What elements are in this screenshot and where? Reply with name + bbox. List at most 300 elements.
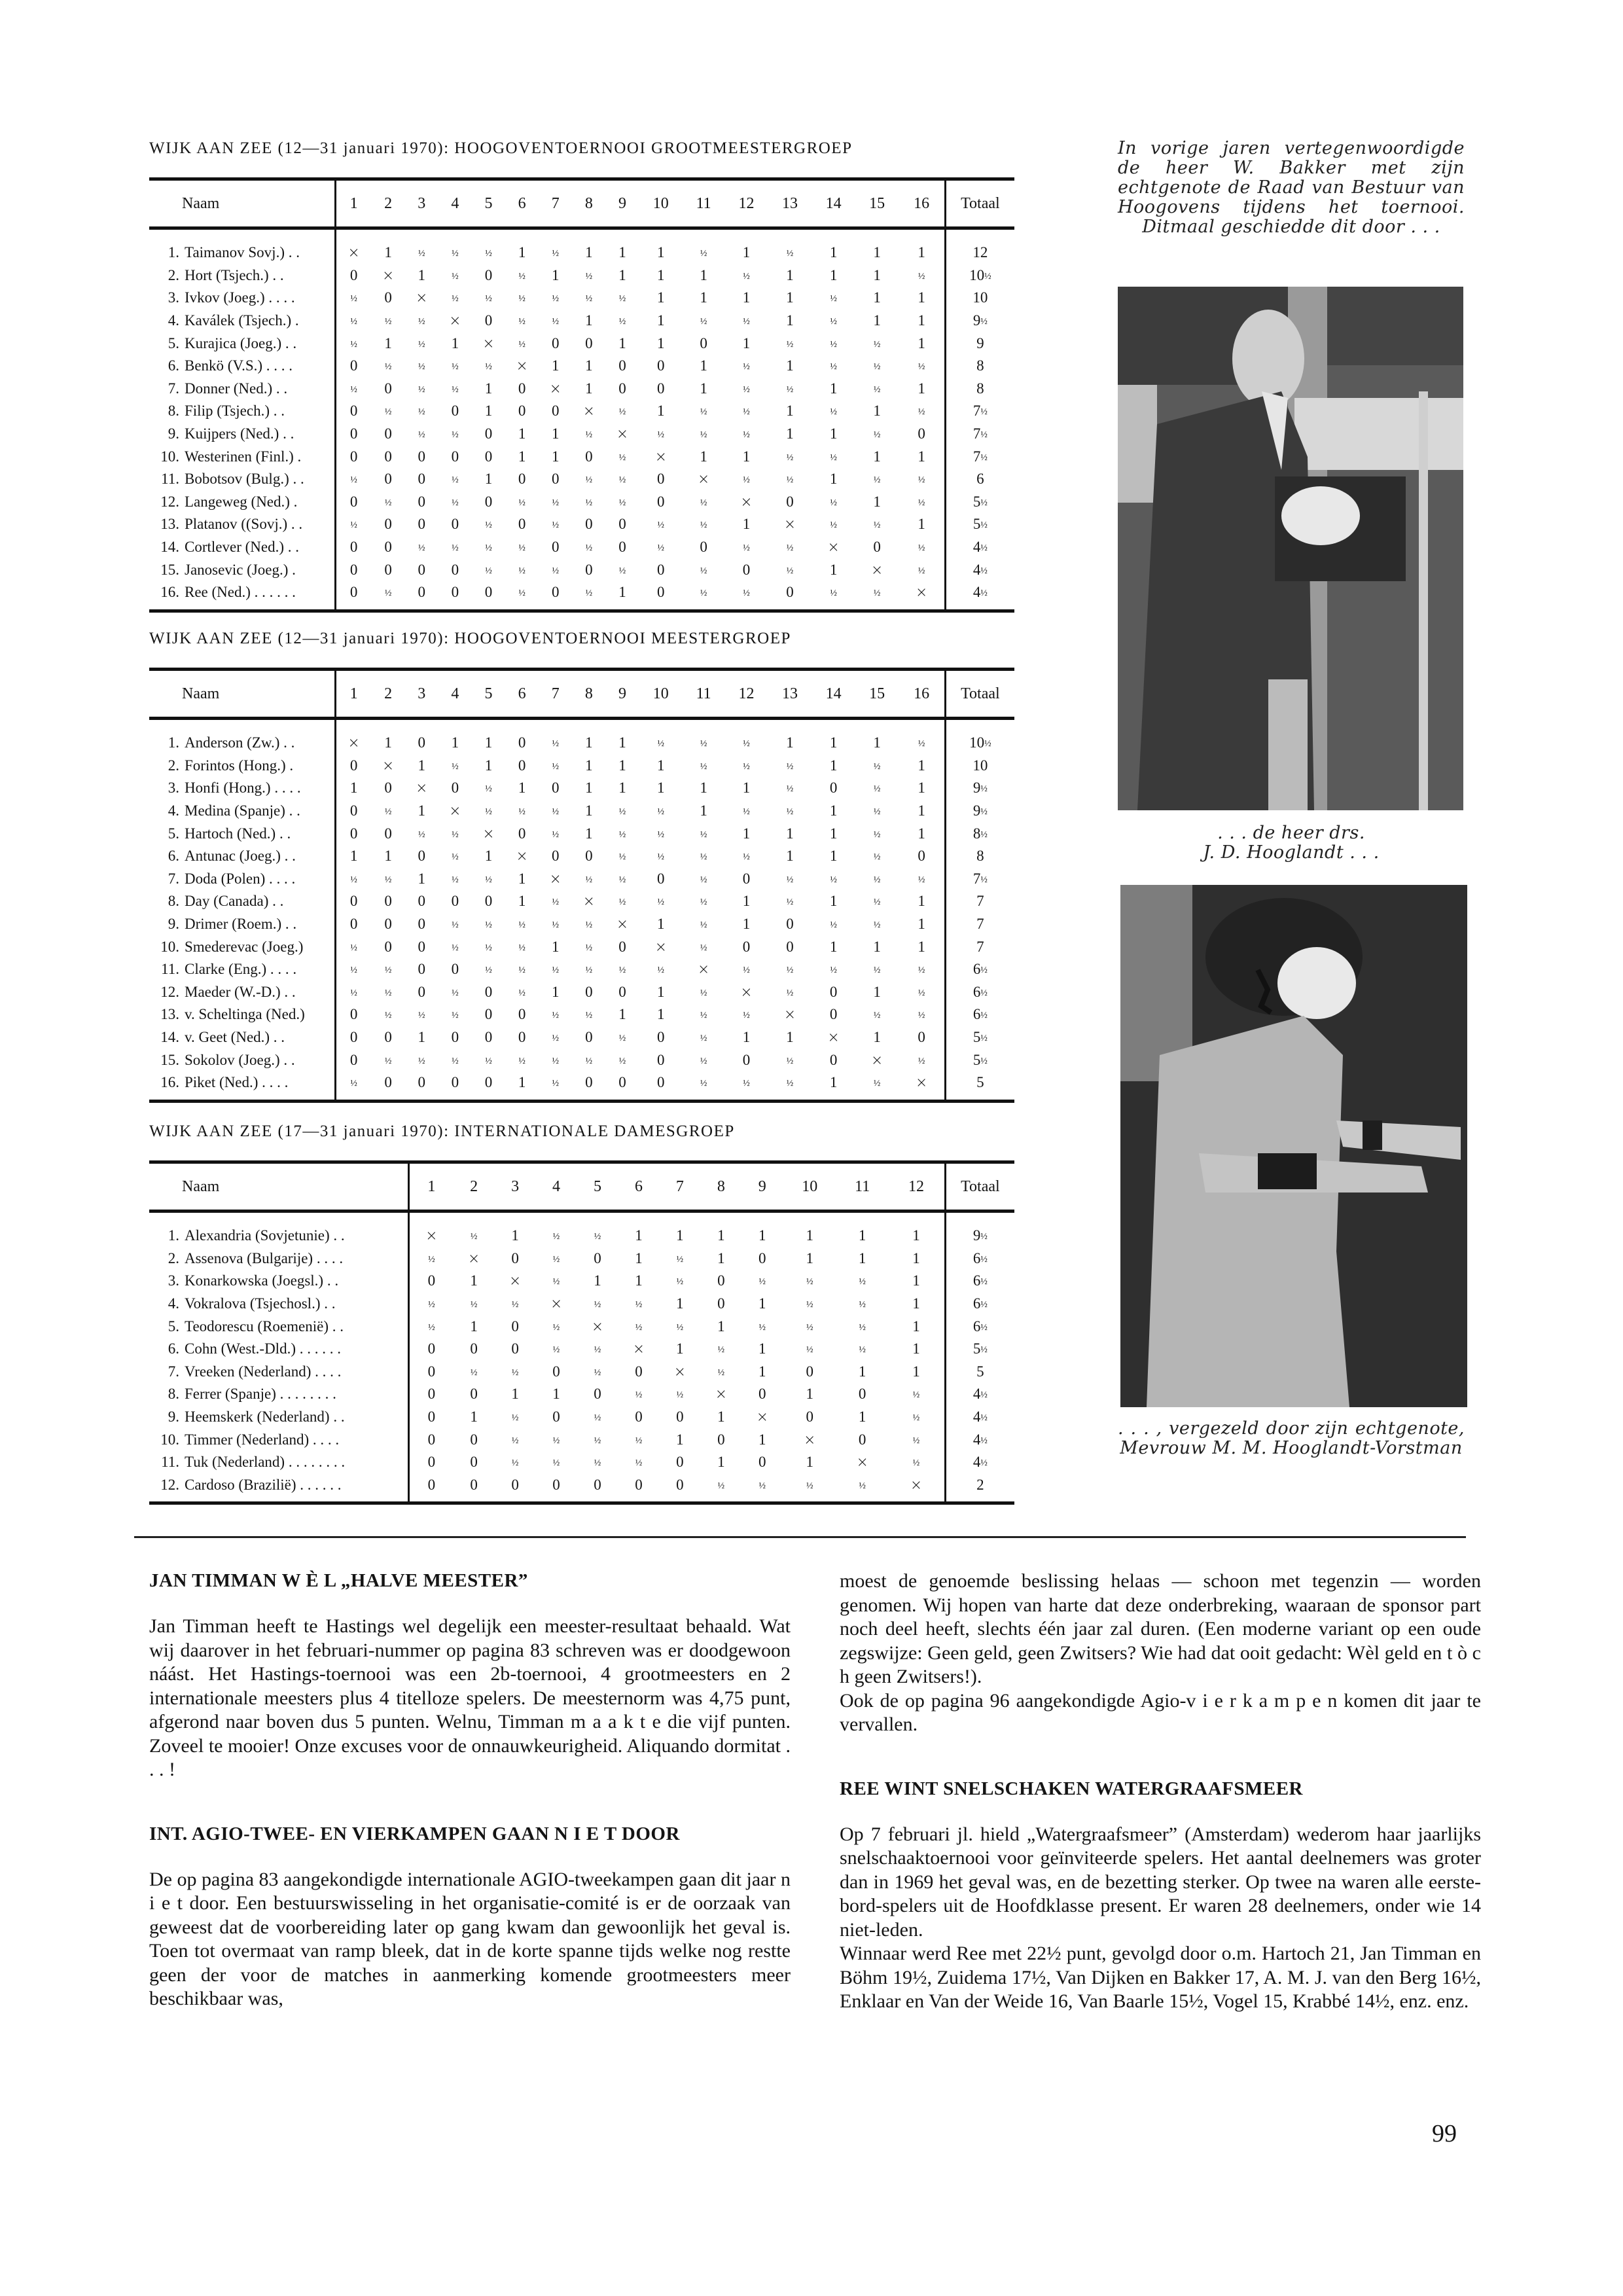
total-cell: 4½	[945, 1406, 1014, 1429]
result-cell: ½	[518, 965, 526, 976]
result-cell: 0	[585, 561, 593, 578]
result-cell: 1	[918, 938, 925, 955]
self-cross-cell: ×	[616, 916, 629, 933]
player-cell	[149, 958, 335, 981]
player-name: Forintos (Hong.) .	[185, 757, 294, 774]
result-cell: 1	[829, 802, 838, 819]
column-header-opponent: 10	[652, 194, 669, 212]
result-cell: ½	[518, 565, 526, 576]
result-cell: ½	[830, 874, 837, 885]
results-table	[149, 1160, 1014, 1505]
result-cell: 0	[418, 584, 425, 601]
result-cell: ½	[384, 317, 392, 327]
result-cell: ½	[452, 543, 459, 554]
result-cell: 0	[427, 1476, 436, 1493]
result-cell: 1	[912, 1340, 920, 1357]
total-cell: 5½	[945, 491, 1014, 514]
result-cell: 0	[484, 1006, 493, 1023]
result-cell: ½	[700, 761, 707, 772]
result-cell: 0	[418, 734, 425, 751]
player-name: Heemskerk (Nederland) . .	[185, 1408, 345, 1426]
player-name: Filip (Tsjech.) . .	[185, 403, 285, 420]
result-cell: ½	[700, 942, 707, 953]
player-name: Sokolov (Joeg.) . .	[185, 1051, 295, 1068]
result-cell: ½	[873, 430, 881, 440]
player-name: Bobotsov (Bulg.) . .	[185, 471, 304, 488]
player-cell	[149, 845, 335, 868]
result-cell: 1	[418, 266, 425, 283]
result-cell: 0	[451, 584, 459, 601]
result-cell: ½	[786, 874, 794, 885]
result-cell: ½	[873, 965, 881, 976]
result-cell: 1	[786, 734, 794, 751]
self-cross-cell: ×	[783, 516, 796, 533]
result-cell: 0	[518, 1006, 526, 1023]
result-cell: 0	[618, 539, 626, 556]
result-cell: 0	[758, 1454, 766, 1471]
table-row	[149, 800, 1014, 823]
result-cell: ½	[758, 1322, 766, 1333]
total-cell: 10½	[945, 719, 1014, 755]
player-cell	[149, 1406, 409, 1429]
result-cell: 0	[742, 938, 751, 955]
result-cell: ½	[452, 384, 459, 395]
result-cell: ½	[657, 520, 665, 531]
result-cell: ½	[518, 294, 526, 304]
player-name: Benkö (V.S.) . . . .	[185, 357, 293, 374]
result-cell: 0	[427, 1340, 436, 1357]
article-paragraph: De op pagina 83 aangekondigde internationale AGIO-tweekampen gaan dit jaar n i e t door. Een bestuurswisseling in het organisatie-comité is er de oorzaak van geweest dat de voorbereiding later op gang kwam dan gewoonlijk het geval is. Toen tot overmaat van ramp bleek, dat in de korte spanne tijds welke nog restte geen der voor de matches in aanmerking komende grootmeesters meer beschikbaar was,	[149, 1868, 791, 2009]
result-cell: 0	[657, 380, 665, 397]
result-cell: 1	[858, 1227, 866, 1244]
table-body	[149, 1211, 1014, 1503]
result-cell: ½	[485, 1056, 492, 1066]
result-cell: ½	[918, 1056, 925, 1066]
result-cell: ½	[806, 1300, 813, 1310]
player-name: Cardoso (Brazilië) . . . . . .	[185, 1476, 342, 1493]
result-cell: ½	[384, 362, 392, 372]
result-cell: 0	[518, 380, 526, 397]
result-cell: ½	[552, 897, 559, 908]
player-cell	[149, 822, 335, 845]
table-header-row	[149, 179, 1014, 228]
result-cell: 1	[786, 266, 794, 283]
player-cell	[149, 1361, 409, 1384]
result-cell: ½	[428, 1254, 435, 1265]
result-cell: 1	[618, 584, 626, 601]
result-cell: 1	[918, 334, 925, 351]
result-cell: 1	[657, 289, 665, 306]
result-cell: ½	[511, 1413, 519, 1424]
article-timman	[149, 1570, 791, 1782]
table-row	[149, 1474, 1014, 1503]
result-cell: ½	[452, 761, 459, 772]
result-cell: 1	[742, 916, 751, 933]
self-cross-cell: ×	[449, 803, 461, 820]
result-cell: 0	[427, 1408, 436, 1426]
result-cell: 1	[451, 734, 459, 751]
table-row	[149, 287, 1014, 310]
result-cell: ½	[786, 475, 794, 486]
result-cell: 1	[676, 1431, 684, 1448]
result-cell: 1	[418, 1029, 425, 1046]
self-cross-cell: ×	[783, 1007, 796, 1024]
player-rank: 6.	[168, 357, 179, 374]
player-rank: 11.	[161, 961, 179, 978]
result-cell: ½	[758, 1480, 766, 1491]
result-cell: ½	[350, 520, 357, 531]
player-name: Anderson (Zw.) . .	[185, 734, 295, 751]
table-title: WIJK AAN ZEE (17—31 januari 1970): INTERNATIONALE DAMESGROEP	[149, 1122, 735, 1140]
result-cell: ½	[511, 1367, 519, 1378]
result-cell: 1	[829, 561, 838, 578]
player-name: Kaválek (Tsjech.) .	[185, 312, 299, 329]
result-cell: 1	[829, 848, 838, 865]
player-cell	[149, 536, 335, 559]
total-cell: 4½	[945, 536, 1014, 559]
result-cell: 0	[657, 561, 665, 578]
result-cell: 0	[418, 516, 425, 533]
result-cell: ½	[518, 497, 526, 508]
result-cell: 1	[384, 734, 392, 751]
table-row	[149, 228, 1014, 264]
result-cell: 0	[511, 1249, 519, 1266]
player-name: Kurajica (Joeg.) . .	[185, 334, 297, 351]
result-cell: ½	[830, 920, 837, 931]
result-cell: ½	[384, 407, 392, 418]
self-cross-cell: ×	[915, 1075, 928, 1092]
table-row	[149, 958, 1014, 981]
result-cell: ½	[518, 807, 526, 817]
result-cell: ½	[418, 1011, 425, 1021]
result-cell: 0	[786, 938, 794, 955]
result-cell: 0	[451, 1074, 459, 1091]
result-cell: 1	[873, 1029, 881, 1046]
table-row	[149, 423, 1014, 446]
self-cross-cell: ×	[482, 825, 495, 842]
result-cell: 0	[618, 516, 626, 533]
player-name: Day (Canada) . .	[185, 893, 284, 910]
result-cell: ½	[585, 475, 593, 486]
result-cell: 1	[551, 938, 560, 955]
result-cell: ½	[918, 543, 925, 554]
result-cell: 1	[618, 734, 626, 751]
article-agio	[149, 1823, 791, 2011]
result-cell: ½	[912, 1413, 920, 1424]
column-header-opponent: 16	[914, 194, 930, 212]
column-header-opponent: 12	[738, 685, 755, 702]
result-cell: ½	[806, 1345, 813, 1355]
result-cell: 1	[618, 780, 626, 797]
self-cross-cell: ×	[549, 870, 562, 888]
result-cell: 0	[427, 1363, 436, 1380]
result-cell: ½	[786, 1056, 794, 1066]
article-paragraph: Jan Timman heeft te Hastings wel degelijk een meester-resultaat behaald. Wat wij daarover in het februari-nummer op pagina 83 schreven was er doodgewoon náást. Het Hastings-toernooi was een 2b-toernooi, 4 grootmeesters en 2 internationale meesters plus 4 titelloze spelers. De meesternorm was 4,75 punt, afgerond naar boven dus 5 punten. Welnu, Timman m a a k t e die vijf punten. Zoveel te mooier! Onze excuses voor de onnauwkeurigheid. Aliquando dormitat . . . !	[149, 1615, 791, 1780]
table-row	[149, 719, 1014, 755]
table-body	[149, 228, 1014, 611]
result-cell: ½	[418, 317, 425, 327]
result-cell: ½	[635, 1458, 643, 1469]
player-name: Vokralova (Tsjechosl.) . .	[185, 1295, 336, 1312]
self-cross-cell: ×	[827, 1030, 840, 1047]
result-cell: 0	[758, 1249, 766, 1266]
result-cell: 1	[451, 334, 459, 351]
result-cell: ½	[552, 1435, 560, 1446]
result-cell: ½	[830, 520, 837, 531]
player-cell	[149, 355, 335, 378]
self-cross-cell: ×	[697, 471, 710, 488]
result-cell: ½	[585, 1056, 593, 1066]
result-cell: 1	[918, 244, 925, 261]
result-cell: ½	[552, 1254, 560, 1265]
result-cell: ½	[635, 1435, 643, 1446]
result-cell: 1	[912, 1227, 920, 1244]
result-cell: 0	[384, 780, 392, 797]
result-cell: 1	[717, 1454, 725, 1471]
result-cell: ½	[873, 829, 881, 840]
result-cell: ½	[743, 475, 750, 486]
player-cell	[149, 1270, 409, 1293]
result-cell: ½	[384, 1011, 392, 1021]
result-cell: ½	[873, 761, 881, 772]
result-cell: ½	[743, 1011, 750, 1021]
column-header-opponent: 15	[869, 194, 885, 212]
result-cell: 0	[349, 1029, 358, 1046]
result-cell: ½	[786, 452, 794, 463]
result-cell: 0	[657, 471, 665, 488]
result-cell: ½	[786, 543, 794, 554]
result-cell: ½	[418, 339, 425, 350]
column-header-opponent: 8	[584, 194, 593, 212]
result-cell: 0	[657, 870, 665, 887]
player-name: Drimer (Roem.) . .	[185, 916, 297, 933]
total-cell: 9½	[945, 1211, 1014, 1247]
result-cell: ½	[743, 317, 750, 327]
result-cell: 1	[585, 244, 593, 261]
result-cell: ½	[743, 271, 750, 281]
self-cross-cell: ×	[740, 984, 753, 1001]
result-cell: 1	[918, 780, 925, 797]
result-cell: 1	[635, 1249, 643, 1266]
result-cell: 1	[484, 471, 493, 488]
article-heading: INT. AGIO-TWEE- EN VIERKAMPEN GAAN N I E T DOOR	[149, 1823, 680, 1844]
column-header-opponent: 11	[696, 194, 711, 212]
result-cell: ½	[350, 874, 357, 885]
self-cross-cell: ×	[654, 448, 668, 465]
result-cell: 0	[829, 1006, 838, 1023]
article-paragraph: moest de genoemde beslissing helaas — schoon met tegenzin — worden genomen. Wij hopen van harte dat deze onderbreking, waaraan de sponsor part noch deel heeft, slechts één jaar zal duren. (Een moderne variant op een oude zegswijze: Geen geld, geen Zwitsers? Wie had dat ooit gedacht: Wèl geld en t ò c h geen Zwitsers!).	[840, 1570, 1481, 1687]
result-cell: ½	[485, 965, 492, 976]
table-row	[149, 777, 1014, 800]
result-cell: 0	[585, 983, 593, 1000]
total-cell: 5½	[945, 1338, 1014, 1361]
result-cell: ½	[428, 1322, 435, 1333]
player-rank: 3.	[168, 1272, 179, 1289]
column-header-opponent: 7	[551, 194, 560, 212]
result-cell: 0	[484, 1074, 493, 1091]
total-cell: 4½	[945, 1383, 1014, 1406]
result-cell: 0	[786, 584, 794, 601]
table-row	[149, 310, 1014, 332]
result-cell: ½	[743, 407, 750, 418]
table-row	[149, 1211, 1014, 1247]
table-row	[149, 1270, 1014, 1293]
result-cell: ½	[873, 874, 881, 885]
total-cell: 9½	[945, 777, 1014, 800]
result-cell: ½	[350, 317, 357, 327]
result-cell: 0	[349, 357, 358, 374]
result-cell: 1	[742, 516, 751, 533]
player-cell	[149, 935, 335, 958]
result-cell: ½	[552, 1033, 559, 1044]
table-header-row	[149, 1162, 1014, 1211]
player-rank: 2.	[168, 266, 179, 283]
result-cell: 0	[349, 893, 358, 910]
column-header-opponent: 13	[782, 194, 798, 212]
result-cell: 1	[858, 1363, 866, 1380]
self-cross-cell: ×	[415, 290, 428, 307]
result-cell: ½	[552, 249, 559, 259]
self-cross-cell: ×	[425, 1228, 438, 1245]
result-cell: 1	[585, 357, 593, 374]
result-cell: ½	[830, 965, 837, 976]
result-cell: ½	[743, 543, 750, 554]
result-cell: 0	[742, 1051, 751, 1068]
result-cell: ½	[350, 1079, 357, 1089]
self-cross-cell: ×	[616, 426, 629, 443]
result-cell: ½	[618, 829, 626, 840]
result-cell: ½	[350, 294, 357, 304]
result-cell: ½	[918, 475, 925, 486]
result-cell: ½	[452, 249, 459, 259]
result-cell: 1	[912, 1295, 920, 1312]
table-header-row	[149, 670, 1014, 719]
result-cell: 0	[618, 357, 626, 374]
table-row	[149, 1293, 1014, 1316]
result-cell: ½	[873, 1011, 881, 1021]
result-cell: ½	[700, 1033, 707, 1044]
player-rank: 1.	[168, 244, 179, 261]
result-cell: 0	[427, 1454, 436, 1471]
table-row	[149, 581, 1014, 611]
result-cell: 0	[657, 493, 665, 510]
result-cell: ½	[635, 1390, 643, 1401]
result-cell: ½	[418, 249, 425, 259]
player-rank: 5.	[168, 825, 179, 842]
result-cell: 1	[657, 244, 665, 261]
result-cell: 0	[384, 448, 392, 465]
page-number: 99	[1432, 2120, 1457, 2147]
result-cell: 0	[585, 1029, 593, 1046]
result-cell: ½	[552, 1232, 560, 1242]
result-cell: 1	[742, 289, 751, 306]
player-name: Timmer (Nederland) . . . .	[185, 1431, 340, 1448]
result-cell: 0	[618, 983, 626, 1000]
result-cell: ½	[418, 829, 425, 840]
result-cell: 1	[585, 380, 593, 397]
table-row	[149, 1406, 1014, 1429]
player-rank: 15.	[160, 1051, 179, 1068]
self-cross-cell: ×	[508, 1273, 522, 1290]
result-cell: 0	[806, 1408, 813, 1426]
player-name: Ivkov (Joeg.) . . . .	[185, 289, 295, 306]
result-cell: ½	[384, 965, 392, 976]
result-cell: 1	[873, 403, 881, 420]
player-cell	[149, 1049, 335, 1071]
result-cell: 1	[618, 334, 626, 351]
result-cell: 1	[829, 734, 838, 751]
result-cell: ½	[518, 271, 526, 281]
result-cell: 0	[418, 1074, 425, 1091]
crosstable-meestergroep	[149, 630, 1014, 1103]
total-cell: 10	[945, 287, 1014, 310]
result-cell: 1	[470, 1272, 478, 1289]
total-cell: 9½	[945, 310, 1014, 332]
result-cell: 1	[717, 1408, 725, 1426]
column-header-total: Totaal	[945, 179, 1014, 228]
result-cell: ½	[786, 784, 794, 795]
result-cell: 1	[511, 1227, 519, 1244]
result-cell: 1	[585, 757, 593, 774]
table-row	[149, 845, 1014, 868]
result-cell: 0	[552, 1363, 560, 1380]
result-cell: 0	[786, 493, 794, 510]
self-cross-cell: ×	[715, 1386, 728, 1403]
result-cell: 1	[585, 802, 593, 819]
table-row	[149, 822, 1014, 845]
self-cross-cell: ×	[582, 403, 596, 420]
player-name: Antunac (Joeg.) . .	[185, 848, 296, 865]
total-cell: 7½	[945, 400, 1014, 423]
result-cell: 0	[518, 1029, 526, 1046]
result-cell: 0	[551, 539, 560, 556]
result-cell: 0	[829, 1051, 838, 1068]
player-name: Hort (Tsjech.) . .	[185, 266, 284, 283]
table-row	[149, 868, 1014, 891]
result-cell: 1	[742, 893, 751, 910]
result-cell: ½	[618, 1056, 626, 1066]
result-cell: ½	[676, 1277, 684, 1287]
result-cell: ½	[918, 1011, 925, 1021]
result-cell: 0	[585, 516, 593, 533]
result-cell: ½	[452, 1011, 459, 1021]
article-paragraph: Ook de op pagina 96 aangekondigde Agio-v i e r k a m p e n komen dit jaar te vervallen.	[840, 1689, 1481, 1735]
result-cell: ½	[618, 294, 626, 304]
total-cell: 6½	[945, 1293, 1014, 1316]
result-cell: ½	[384, 1056, 392, 1066]
result-cell: ½	[873, 920, 881, 931]
result-cell: ½	[700, 407, 707, 418]
result-cell: 0	[349, 825, 358, 842]
result-cell: ½	[657, 807, 665, 817]
result-cell: 0	[676, 1476, 684, 1493]
table-row	[149, 558, 1014, 581]
self-cross-cell: ×	[827, 539, 840, 556]
result-cell: 1	[829, 380, 838, 397]
result-cell: 1	[484, 403, 493, 420]
result-cell: 1	[829, 893, 838, 910]
result-cell: ½	[585, 430, 593, 440]
result-cell: 0	[349, 757, 358, 774]
result-cell: 0	[418, 961, 425, 978]
result-cell: 1	[873, 312, 881, 329]
result-cell: ½	[418, 407, 425, 418]
result-cell: ½	[552, 1079, 559, 1089]
result-cell: ½	[859, 1300, 866, 1310]
player-name: Hartoch (Ned.) . .	[185, 825, 291, 842]
column-header-opponent: 6	[518, 685, 526, 702]
total-cell: 4½	[945, 581, 1014, 611]
